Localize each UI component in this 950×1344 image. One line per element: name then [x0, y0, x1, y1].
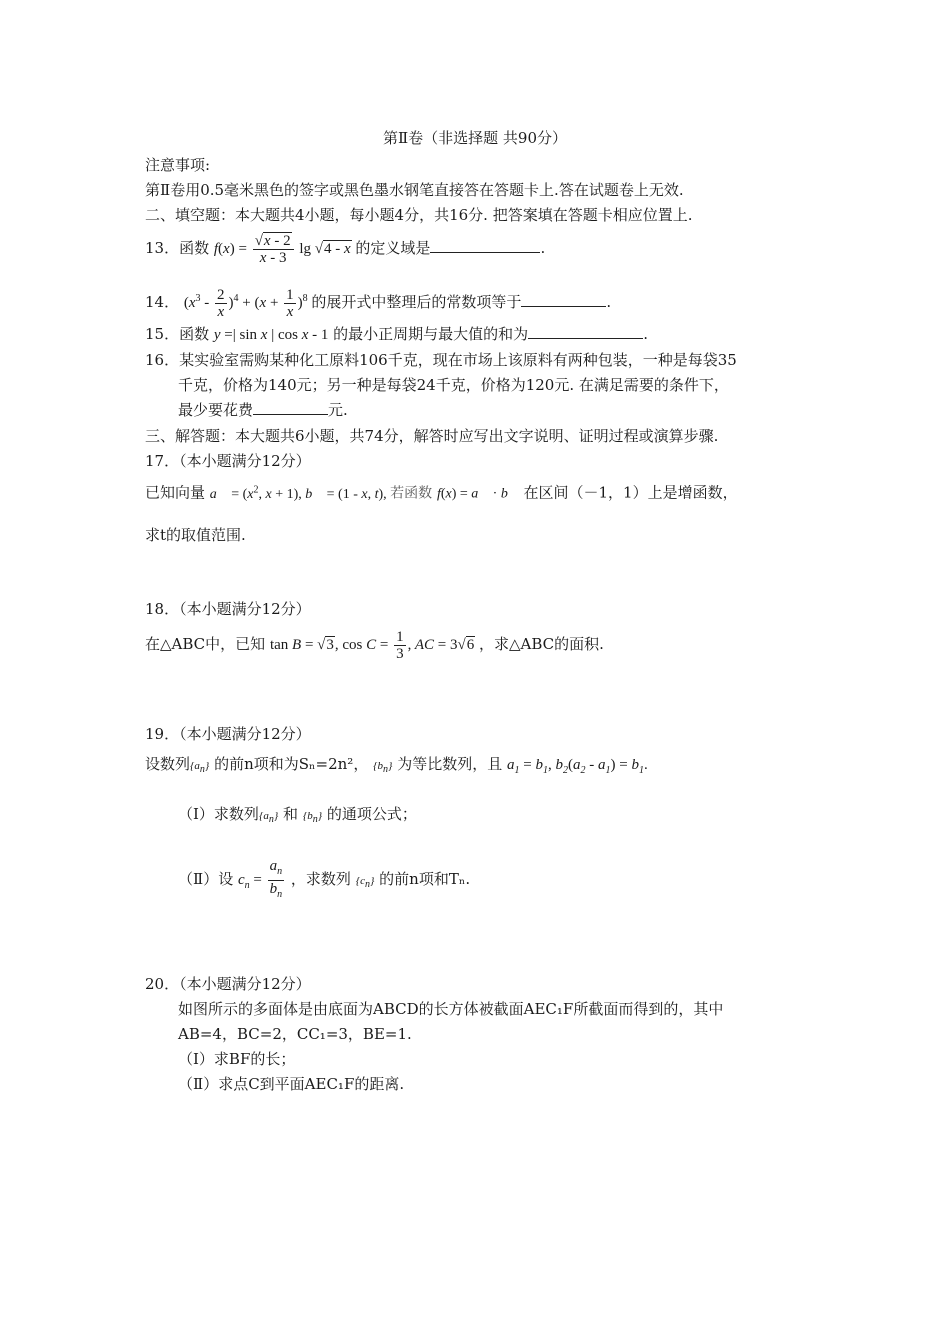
question-17-header: 17．（本小题满分12分） — [145, 452, 311, 470]
question-19-header: 19．（本小题满分12分） — [145, 725, 311, 743]
question-13-suffix: 的定义域是 — [355, 239, 431, 257]
question-16-line-1: 16．某实验室需购某种化工原料106千克，现在市场上该原料有两种包装，一种是每袋35 — [145, 351, 737, 369]
question-20-header: 20．（本小题满分12分） — [145, 975, 311, 993]
answer-blank-14[interactable] — [521, 292, 606, 307]
question-16-line-3 — [178, 400, 348, 420]
q19-part2-c: 的前n项和Tₙ. — [379, 869, 471, 888]
q19-text-b: 的前n项和为Sₙ=2n²， — [214, 755, 369, 773]
seq-b-n: $\{b_n\}$ — [373, 760, 393, 776]
question-16-suffix: 元. — [328, 401, 348, 419]
question-14-label: 14． — [145, 293, 180, 311]
question-19-condition: $a_1 = b_1$, $b_2(a_2 - a_1) = b_1$. — [507, 757, 648, 776]
question-17-prefix: 已知向量 — [145, 483, 206, 502]
answer-blank-13[interactable] — [430, 238, 540, 253]
question-15-formula: y =| sin x | cos x - 1 — [213, 327, 329, 343]
q19-part2-a: （Ⅱ）设 — [178, 869, 234, 888]
question-14-suffix: 的展开式中整理后的常数项等于 — [311, 293, 522, 311]
question-17-suffix: 在区间（－1，1）上是增函数， — [523, 483, 738, 502]
question-15-label: 15．函数 — [145, 325, 210, 343]
question-17-mid: 若函数 — [390, 485, 433, 502]
section-title: 第Ⅱ卷（非选择题 共90分） — [382, 129, 568, 147]
question-14: 14． ($x^3$ - $\frac{2}{x}$ )$^4$ + (x + $\frac{1}{x}$ )$^8$ 的展开式中整理后的常数项等于 . — [145, 287, 612, 321]
q19-text-a: 设数列 — [145, 755, 191, 773]
question-19-line-1 — [145, 750, 648, 785]
q19-part2-b: ，求数列 — [290, 869, 351, 888]
question-15-suffix: 的最小正周期与最大值的和为 — [333, 325, 529, 343]
seq-c-n: $\{c_n\}$ — [355, 874, 375, 891]
fill-blank-section-header: 二、填空题：本大题共4小题，每小题4分，共16分. 把答案填在答题卡相应位置上. — [145, 206, 693, 224]
seq-b-n-2: $\{b_n\}$ — [302, 810, 323, 826]
question-18-prefix: 在△ABC中，已知 — [145, 635, 266, 653]
q19-part1-a: （Ⅰ）求数列 — [178, 805, 259, 823]
notice-heading: 注意事项: — [145, 156, 211, 174]
question-13-formula: f(x) = $\frac{√x - 2}{x - 3}$ lg √4 - x — [213, 233, 351, 267]
c-n-definition: $c_n$ = $\frac{a_n}{b_n}$ — [237, 858, 283, 900]
question-20-line-1: 如图所示的多面体是由底面为ABCD的长方体被截面AEC₁F所截面而得到的，其中 — [178, 1000, 724, 1018]
question-19-part-1 — [178, 800, 417, 834]
q19-part1-c: 的通项公式； — [326, 805, 417, 823]
q19-text-c: 为等比数列，且 — [397, 755, 503, 773]
question-19-part-2 — [178, 858, 470, 904]
question-20-line-2: AB=4，BC=2，CC₁=3，BE=1. — [178, 1025, 412, 1043]
question-20-part-2: （Ⅱ）求点C到平面AEC₁F的距离. — [178, 1075, 405, 1093]
question-14-formula: ($x^3$ - $\frac{2}{x}$ )$^4$ + (x + $\frac{1}{x}$ )$^8$ — [183, 287, 308, 321]
solution-section-header: 三、解答题：本大题共6小题，共74分，解答时应写出文字说明、证明过程或演算步骤. — [145, 427, 719, 445]
question-13-label: 13．函数 — [145, 239, 210, 257]
question-18-formula: tan B = √3, cos C = $\frac{1}{3}$ , AC = 3√6 — [269, 629, 475, 663]
notice-text: 第Ⅱ卷用0.5毫米黑色的签字或黑色墨水钢笔直接答在答题卡上.答在试题卷上无效. — [145, 181, 684, 199]
question-18-line-1 — [145, 626, 604, 663]
question-17-formula: a⃗ = ($x^2$, x + 1), b⃗ = (1 - x, t), — [209, 484, 387, 502]
question-20-part-1: （Ⅰ）求BF的长； — [178, 1050, 296, 1068]
question-16-prefix: 最少要花费 — [178, 401, 254, 419]
q19-part1-b: 和 — [283, 805, 299, 823]
question-18-suffix: ，求△ABC的面积. — [478, 635, 604, 653]
seq-a-n-2: $\{a_n\}$ — [258, 810, 279, 826]
question-18-header: 18．（本小题满分12分） — [145, 600, 311, 618]
answer-blank-15[interactable] — [528, 324, 643, 339]
question-16-line-2: 千克，价格为140元；另一种是每袋24千克，价格为120元. 在满足需要的条件下， — [178, 376, 729, 394]
question-13: 13．函数 f(x) = $\frac{√x - 2}{x - 3}$ lg √4 - x 的定义域是 . — [145, 233, 546, 267]
question-15: 15．函数 y =| sin x | cos x - 1 的最小正周期与最大值的和为 . — [145, 325, 648, 343]
question-17-line-1: 已知向量 a⃗ = ($x^2$, x + 1), b⃗ = (1 - x, t), 若函数 f(x) = a⃗ · b⃗ 在区间（－1，1）上是增函数， — [145, 483, 738, 502]
seq-a-n: $\{a_n\}$ — [190, 760, 210, 776]
answer-blank-16[interactable] — [253, 400, 328, 415]
question-17-line-2: 求t的取值范围. — [145, 526, 246, 544]
